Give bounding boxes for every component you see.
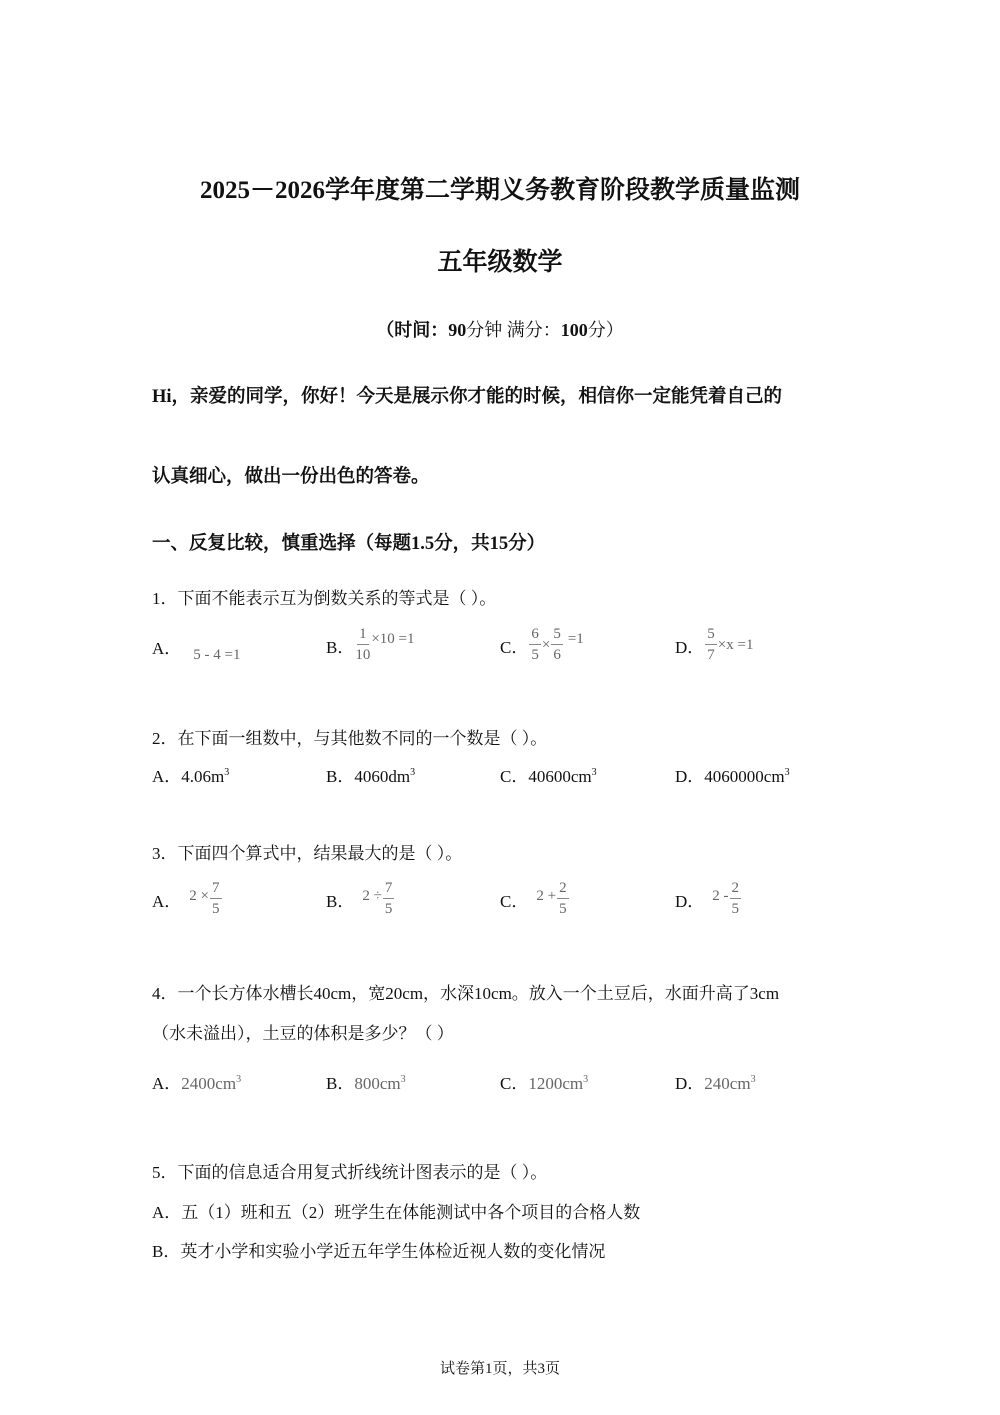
meta-time-value: 90 [448,320,467,340]
q3-option-c[interactable] [500,876,570,922]
superscript: 3 [784,767,790,778]
option-letter: C． [500,767,529,786]
option-expression-tail: ×x =1 [717,636,754,653]
q2-option-a[interactable] [152,762,229,787]
superscript: 3 [400,1074,406,1085]
q1-option-d[interactable] [675,621,753,669]
option-expression: 2 × [189,887,209,904]
question-3-stem: 3．下面四个算式中，结果最大的是（ ）。 [152,844,463,863]
fraction: $\frac{6}{5}$ [531,626,539,663]
fraction: $\frac{7}{5}$ [212,880,220,917]
option-letter: A． [152,891,182,911]
exam-subtitle: 五年级数学 [437,249,563,276]
q1-option-b[interactable] [326,621,415,669]
option-expression-tail: ×10 =1 [371,630,415,647]
superscript: 3 [750,1074,756,1085]
q3-option-b[interactable] [326,876,395,922]
q4-option-d[interactable] [675,1069,756,1094]
q3-option-a[interactable] [152,876,223,922]
question-5-stem: 5．下面的信息适合用复式折线统计图表示的是（ ）。 [152,1163,548,1182]
page-footer: 试卷第1页，共3页 [439,1361,560,1377]
fraction: $\frac{5}{6}$ [553,626,561,663]
q1-option-c[interactable] [500,621,584,669]
option-letter: C． [500,1074,529,1093]
exam-meta [0,316,1000,342]
greeting-line-1: Hi，亲爱的同学，你好！今天是展示你才能的时候，相信你一定能凭着自己的 [152,387,783,407]
option-expression: 2 - [712,887,729,904]
option-value: 240cm [704,1074,751,1093]
option-expression: 2 ÷ [362,887,382,904]
q2-option-c[interactable] [500,762,597,787]
option-letter: B． [326,637,355,657]
meta-time-label: （时间： [376,320,449,340]
q4-option-a[interactable] [152,1069,241,1094]
superscript: 3 [591,767,597,778]
option-value: 40600cm [528,767,592,786]
option-expression: 2 + [536,887,557,904]
option-value: 4060dm [354,767,411,786]
option-letter: A． [152,1074,182,1093]
option-letter: D． [675,637,705,657]
q1-option-a[interactable] [152,624,241,668]
fraction: $\frac{2}{5}$ [559,880,567,917]
q3-option-d[interactable] [675,876,742,922]
meta-score-value: 100 [560,320,588,340]
option-value: 800cm [354,1074,401,1093]
option-value: 4.06m [181,767,225,786]
fraction: $\frac{7}{5}$ [384,880,393,917]
superscript: 3 [583,1074,589,1085]
superscript: 3 [224,767,230,778]
option-letter: B． [326,891,355,911]
option-value: 1200cm [528,1074,584,1093]
greeting-line-2: 认真细心，做出一份出色的答卷。 [152,467,430,487]
option-value: 2400cm [181,1074,237,1093]
fraction: $\frac{5}{7}$ [707,626,715,663]
section-heading: 一、反复比较，慎重选择（每题1.5分，共15分） [152,534,546,554]
option-expression: 5 - 4 =1 [193,646,241,663]
q5-option-b[interactable]: B．英才小学和实验小学近五年学生体检近视人数的变化情况 [152,1242,606,1261]
meta-time-unit: 分钟 满分： [466,320,561,340]
option-letter: D． [675,767,705,786]
option-letter: B． [326,767,355,786]
superscript: 3 [410,767,416,778]
meta-score-unit: 分） [587,320,624,340]
option-value: 4060000cm [704,767,785,786]
option-letter: C． [500,637,529,657]
q2-option-d[interactable] [675,762,790,787]
question-2-stem: 2．在下面一组数中，与其他数不同的一个数是（ ）。 [152,729,548,748]
option-letter: A． [152,767,182,786]
q4-option-c[interactable] [500,1069,588,1094]
multiply-operator: × [541,636,551,653]
question-1-stem: 1．下面不能表示互为倒数关系的等式是（ ）。 [152,589,497,608]
option-letter: D． [675,891,705,911]
fraction: $\frac{1}{10}$ [355,626,371,663]
option-letter: C． [500,891,529,911]
option-letter: D． [675,1074,705,1093]
option-expression-tail: =1 [567,630,584,647]
q4-option-b[interactable] [326,1069,406,1094]
q5-option-a[interactable]: A．五（1）班和五（2）班学生在体能测试中各个项目的合格人数 [152,1203,641,1222]
q2-option-b[interactable] [326,762,415,787]
question-4-stem-line-2: （水未溢出），土豆的体积是多少？（ ） [152,1024,454,1043]
question-4-stem-line-1: 4．一个长方体水槽长40cm，宽20cm，水深10cm。放入一个土豆后，水面升高了3cm [152,984,780,1003]
superscript: 3 [236,1074,242,1085]
fraction: $\frac{2}{5}$ [731,880,740,917]
option-letter: A． [152,638,182,658]
exam-title: 2025－2026学年度第二学期义务教育阶段教学质量监测 [199,177,800,204]
option-letter: B． [326,1074,355,1093]
